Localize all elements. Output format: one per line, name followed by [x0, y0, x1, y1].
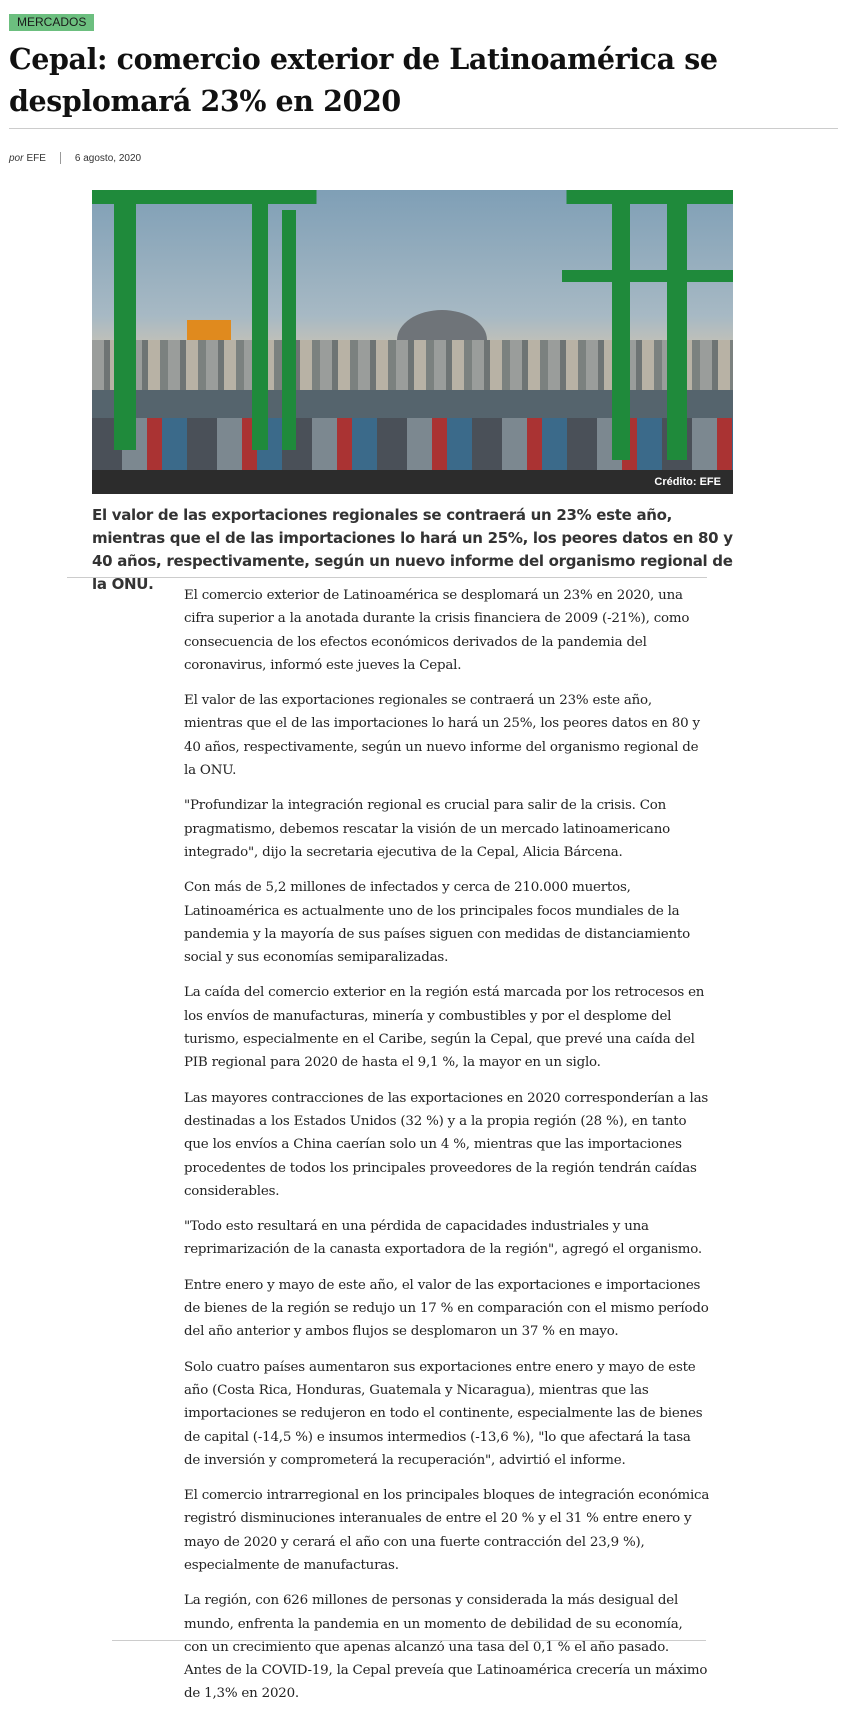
- paragraph: Las mayores contracciones de las exportaciones en 2020 corresponderían a las destinadas a los Estados Unidos (32 %) y a la propia región (28 %), en tanto que los envíos a China caerían solo un 4 %, mientras que las importaciones procedentes de todos los principales proveedores de la región tendrán caídas considerables.: [184, 1090, 709, 1199]
- paragraph: El valor de las exportaciones regionales se contraerá un 23% este año, mientras que el de las importaciones lo hará un 25%, los peores datos en 80 y 40 años, respectivamente, según un nuevo informe del organismo regional de la ONU.: [184, 693, 700, 779]
- photo-containers: [92, 418, 733, 470]
- photo-city: [92, 340, 733, 390]
- paragraph: Solo cuatro países aumentaron sus exportaciones entre enero y mayo de este año (Costa Rica, Honduras, Guatemala y Nicaragua), mientras que las importaciones se redujeron en todo el continente, especialmente las de bienes de capital (-14,5 %) e insumos intermedios (-13,6 %), "lo que afectará la tasa de inversión y comprometerá la recuperación", advirtió el informe.: [184, 1359, 703, 1468]
- article-meta: [9, 152, 141, 164]
- crane-beam: [562, 270, 733, 282]
- publish-date: 6 agosto, 2020: [74, 152, 142, 164]
- crane-beam: [92, 190, 733, 204]
- meta-separator: [60, 152, 61, 164]
- by-label: por: [9, 152, 24, 164]
- photo-water: [92, 390, 733, 420]
- paragraph: El comercio intrarregional en los principales bloques de integración económica registró disminuciones interanuales de entre el 20 % y el 31 % entre enero y mayo de 2020 y cerará el año con una fuerte contracción del 23,9 %), especialmente de manufacturas.: [184, 1488, 710, 1573]
- crane-leg: [612, 190, 630, 460]
- article-body: [184, 584, 710, 1718]
- paragraph: Entre enero y mayo de este año, el valor de las exportaciones e importaciones de bienes de la región se redujo un 17 % en comparación con el mismo período del año anterior y ambos flujos se desplomaron un 37 % en mayo.: [184, 1277, 709, 1340]
- category-tag[interactable]: MERCADOS: [9, 14, 94, 31]
- crane-leg: [282, 210, 296, 450]
- paragraph: La caída del comercio exterior en la región está marcada por los retrocesos en los envíos de manufacturas, minería y combustibles y por el desplome del turismo, especialmente en el Caribe, según la Cepal, que prevé una caída del PIB regional para 2020 de hasta el 9,1 %, la mayor en un siglo.: [184, 985, 705, 1071]
- paragraph: "Profundizar la integración regional es crucial para salir de la crisis. Con pragmatismo, debemos rescatar la visión de un mercado latinoamericano integrado", dijo la secretaria ejecutiva de la Cepal, Alicia Bárcena.: [184, 798, 670, 860]
- article-photo: [92, 190, 733, 470]
- paragraph: "Todo esto resultará en una pérdida de capacidades industriales y una reprimarización de la canasta exportadora de la región", agregó el organismo.: [184, 1219, 702, 1258]
- article-title: Cepal: comercio exterior de Latinoamérica se desplomará 23% en 2020: [9, 42, 718, 118]
- author-link[interactable]: EFE: [26, 152, 46, 164]
- paragraph: El comercio exterior de Latinoamérica se desplomará un 23% en 2020, una cifra superior a la anotada durante la crisis financiera de 2009 (-21%), como consecuencia de los efectos económicos derivados de la pandemia del coronavirus, informó este jueves la Cepal.: [184, 588, 690, 673]
- crane-leg: [114, 190, 136, 450]
- divider: [9, 128, 838, 129]
- spreader: [187, 320, 231, 340]
- divider: [67, 577, 707, 578]
- crane-leg: [667, 200, 687, 460]
- photo-credit: Crédito: EFE: [92, 470, 733, 494]
- paragraph: Con más de 5,2 millones de infectados y cerca de 210.000 muertos, Latinoamérica es actualmente uno de los principales focos mundiales de la pandemia y la mayoría de sus países siguen con medidas de distanciamiento social y sus economías semiparalizadas.: [184, 880, 690, 966]
- article-lead: El valor de las exportaciones regionales se contraerá un 23% este año, mientras que el de las importaciones lo hará un 25%, los peores datos en 80 y 40 años, respectivamente, según un nuevo informe del organismo regional de la ONU.: [92, 506, 733, 593]
- divider: [112, 1640, 706, 1641]
- paragraph: La región, con 626 millones de personas y considerada la más desigual del mundo, enfrenta la pandemia en un momento de debilidad de su economía, con un crecimiento que apenas alcanzó una tasa del 0,1 % el año pasado. Antes de la COVID-19, la Cepal preveía que Latinoamérica crecería un máximo de 1,3% en 2020.: [184, 1593, 708, 1702]
- crane-leg: [252, 190, 268, 450]
